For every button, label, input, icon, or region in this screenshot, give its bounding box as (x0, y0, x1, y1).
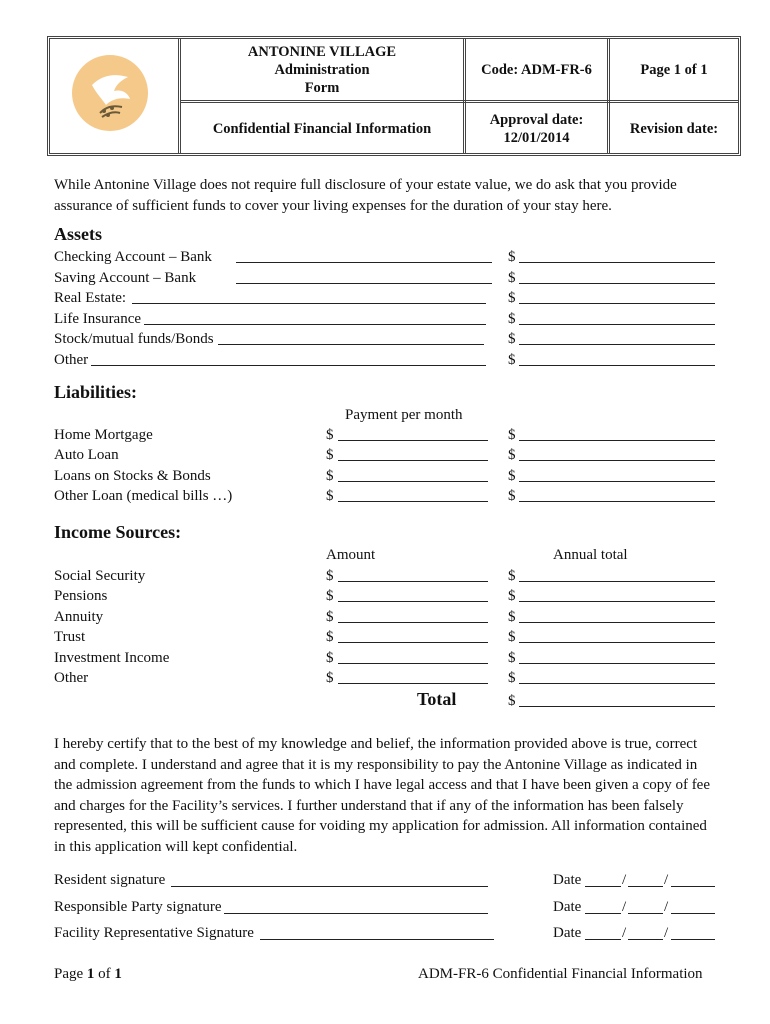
footer-page-prefix: Page (54, 966, 87, 982)
income-annual-field[interactable] (519, 601, 715, 602)
liability-label: Auto Loan (54, 447, 119, 463)
header-table (47, 36, 741, 156)
approval-label: Approval date: (489, 112, 584, 128)
dollar-sign: $ (508, 270, 516, 286)
responsible-signature-field[interactable] (224, 913, 488, 914)
revision-date: Revision date: (629, 121, 719, 137)
asset-value-field[interactable] (519, 303, 715, 304)
asset-label: Life Insurance (54, 311, 142, 327)
asset-value-field[interactable] (519, 344, 715, 345)
total-label: Total (417, 689, 457, 709)
dollar-sign: $ (326, 488, 334, 504)
income-heading: Income Sources: (54, 522, 182, 542)
asset-label: Checking Account – Bank (54, 249, 212, 265)
dollar-sign: $ (508, 290, 516, 306)
dollar-sign: $ (508, 331, 516, 347)
date-label: Date (553, 899, 582, 915)
dollar-sign: $ (508, 352, 516, 368)
dollar-sign: $ (326, 447, 334, 463)
income-label: Social Security (54, 568, 146, 584)
asset-field[interactable] (132, 303, 486, 304)
footer-doc-ref: ADM-FR-6 Confidential Financial Information (418, 966, 703, 982)
responsible-signature-label: Responsible Party signature (54, 899, 222, 915)
asset-field[interactable] (236, 283, 492, 284)
certification-text: I hereby certify that to the best of my knowledge and belief, the information provided above is true, correct and complete. I understand and agree that it is my responsibility to pay the Antonine Village as indicated in the admission agreement from the funds to which I have legal access and that I have been given a copy of fee and charges for the Facility’s services. I further understand that if any of the information has been falsely represented, this will be sufficient cause for voiding my application for admission. All information contained in this application will kept confidential. (54, 736, 711, 855)
income-annual-field[interactable] (519, 622, 715, 623)
liability-total-field[interactable] (519, 460, 715, 461)
income-amount-field[interactable] (338, 683, 488, 684)
income-annual-field[interactable] (519, 581, 715, 582)
asset-value-field[interactable] (519, 283, 715, 284)
date-month-field[interactable] (585, 939, 621, 940)
dollar-sign: $ (508, 488, 516, 504)
asset-value-field[interactable] (519, 324, 715, 325)
intro-text: While Antonine Village does not require full disclosure of your estate value, we do ask that you provide assurance of sufficient funds to cover your living expenses for the duration of your stay here. (54, 177, 677, 214)
liability-label: Home Mortgage (54, 427, 153, 443)
date-separator: / (622, 925, 627, 941)
facility-signature-field[interactable] (260, 939, 494, 940)
dollar-sign: $ (326, 568, 334, 584)
monthly-payment-field[interactable] (338, 440, 488, 441)
org-dept: Administration (274, 61, 370, 78)
dollar-sign: $ (326, 588, 334, 604)
asset-field[interactable] (91, 365, 486, 366)
total-field[interactable] (519, 706, 715, 707)
income-label: Pensions (54, 588, 108, 604)
resident-signature-field[interactable] (171, 886, 488, 887)
asset-label: Saving Account – Bank (54, 270, 197, 286)
dove-icon (72, 55, 148, 131)
footer-page-total: 1 (114, 966, 122, 982)
dollar-sign: $ (508, 693, 516, 709)
income-label: Trust (54, 629, 86, 645)
date-day-field[interactable] (628, 939, 663, 940)
doc-type: Form (304, 79, 340, 96)
asset-field[interactable] (144, 324, 486, 325)
asset-field[interactable] (218, 344, 484, 345)
date-separator: / (622, 872, 627, 888)
dollar-sign: $ (326, 670, 334, 686)
dollar-sign: $ (508, 588, 516, 604)
asset-value-field[interactable] (519, 365, 715, 366)
asset-value-field[interactable] (519, 262, 715, 263)
org-name: ANTONINE VILLAGE (247, 43, 397, 60)
liability-label: Loans on Stocks & Bonds (54, 468, 211, 484)
date-year-field[interactable] (671, 939, 715, 940)
liability-total-field[interactable] (519, 481, 715, 482)
date-separator: / (664, 925, 669, 941)
liability-total-field[interactable] (519, 440, 715, 441)
date-separator: / (664, 899, 669, 915)
dollar-sign: $ (326, 427, 334, 443)
resident-signature-label: Resident signature (54, 872, 166, 888)
footer-page-number (54, 966, 122, 983)
dollar-sign: $ (326, 468, 334, 484)
date-year-field[interactable] (671, 886, 715, 887)
dollar-sign: $ (508, 468, 516, 484)
income-annual-field[interactable] (519, 663, 715, 664)
monthly-payment-field[interactable] (338, 460, 488, 461)
date-label: Date (553, 872, 582, 888)
date-day-field[interactable] (628, 913, 663, 914)
dollar-sign: $ (508, 568, 516, 584)
doc-title: Confidential Financial Information (212, 121, 432, 137)
dollar-sign: $ (508, 311, 516, 327)
dollar-sign: $ (508, 249, 516, 265)
date-day-field[interactable] (628, 886, 663, 887)
income-amount-field[interactable] (338, 642, 488, 643)
dollar-sign: $ (508, 650, 516, 666)
date-month-field[interactable] (585, 886, 621, 887)
date-month-field[interactable] (585, 913, 621, 914)
payment-per-month-header: Payment per month (345, 407, 463, 423)
approval-cell (466, 103, 607, 155)
dollar-sign: $ (326, 650, 334, 666)
dollar-sign: $ (326, 629, 334, 645)
header-page: Page 1 of 1 (640, 61, 708, 78)
dollar-sign: $ (508, 670, 516, 686)
amount-header: Amount (326, 547, 376, 563)
income-amount-field[interactable] (338, 581, 488, 582)
approval-date: 12/01/2014 (503, 130, 570, 146)
dollar-sign: $ (508, 447, 516, 463)
dollar-sign: $ (508, 629, 516, 645)
income-label: Annuity (54, 609, 104, 625)
footer-page-of: of (94, 966, 115, 982)
form-code: Code: ADM-FR-6 (481, 61, 592, 78)
monthly-payment-field[interactable] (338, 481, 488, 482)
asset-field[interactable] (236, 262, 492, 263)
income-amount-field[interactable] (338, 622, 488, 623)
liabilities-heading: Liabilities: (54, 382, 138, 402)
date-separator: / (664, 872, 669, 888)
income-annual-field[interactable] (519, 683, 715, 684)
asset-label: Stock/mutual funds/Bonds (54, 331, 214, 347)
footer-page-current: 1 (86, 966, 95, 982)
annual-total-header: Annual total (553, 547, 628, 563)
income-amount-field[interactable] (338, 663, 488, 664)
facility-signature-label: Facility Representative Signature (54, 925, 254, 941)
asset-label: Real Estate: (54, 290, 127, 306)
liability-total-field[interactable] (519, 501, 715, 502)
asset-label: Other (54, 352, 89, 368)
income-label: Other (54, 670, 89, 686)
date-separator: / (622, 899, 627, 915)
monthly-payment-field[interactable] (338, 501, 488, 502)
dollar-sign: $ (508, 609, 516, 625)
dollar-sign: $ (508, 427, 516, 443)
assets-heading: Assets (54, 224, 102, 244)
income-amount-field[interactable] (338, 601, 488, 602)
org-title-cell (181, 39, 463, 100)
date-year-field[interactable] (671, 913, 715, 914)
date-label: Date (553, 925, 582, 941)
income-label: Investment Income (54, 650, 170, 666)
village-logo (72, 55, 148, 131)
dollar-sign: $ (326, 609, 334, 625)
liability-label: Other Loan (medical bills …) (54, 488, 233, 504)
income-annual-field[interactable] (519, 642, 715, 643)
